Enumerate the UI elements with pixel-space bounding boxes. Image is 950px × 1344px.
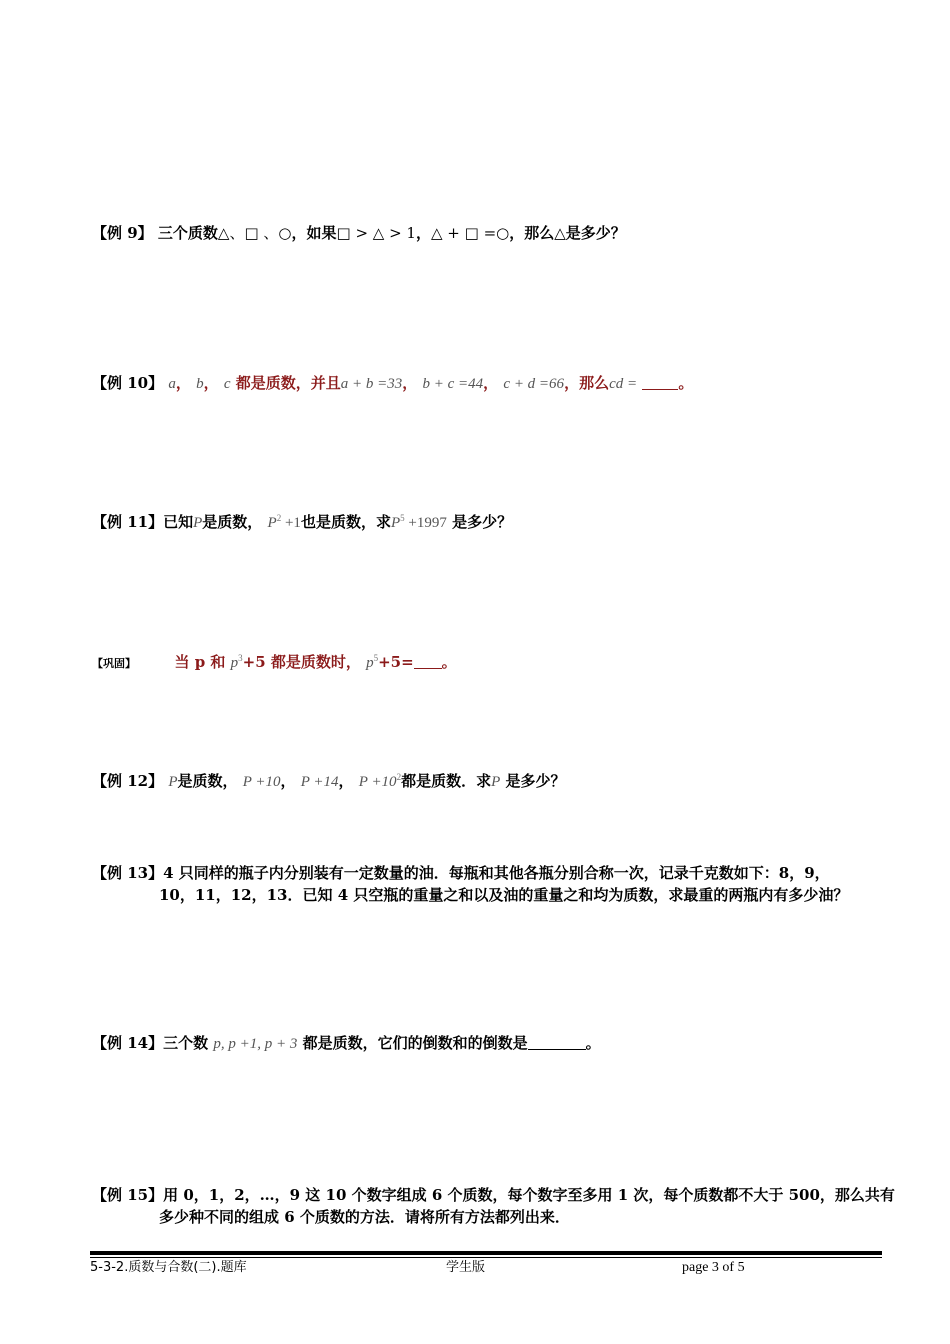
- answer-blank: [528, 1035, 586, 1050]
- expression-p3: [231, 653, 243, 671]
- punctuation: 。: [441, 653, 457, 671]
- question-10: [92, 372, 693, 395]
- question-text: 是质数，: [177, 772, 238, 790]
- question-tag: 【例 15】: [92, 1186, 164, 1204]
- question-text: 都是质数．求: [401, 772, 492, 790]
- equation-cd: c + d =66: [503, 376, 565, 392]
- question-text: +5=: [378, 653, 414, 671]
- question-text-line1: 用 0，1，2，…，9 这 10 个数字组成 6 个质数，每个数字至多用 1 次，每个质数都不大于 500，那么共有: [163, 1186, 895, 1204]
- expression-p2-plus-1: [268, 513, 301, 531]
- question-tag: 【例 10】: [92, 374, 164, 392]
- question-15: [92, 1184, 895, 1228]
- question-text-line1: 4 只同样的瓶子内分别装有一定数量的油．每瓶和其他各瓶分别合称一次，记录千克数如下：8，9，: [163, 864, 830, 882]
- math-p: P: [390, 515, 401, 531]
- question-text-line2: 10，11，12，13．已知 4 只空瓶的重量之和以及油的重量之和均为质数，求最重的两瓶内有多少油？: [159, 886, 849, 904]
- question-13: [92, 862, 848, 906]
- question-text: +5 都是质数时，: [242, 653, 361, 671]
- answer-blank: [414, 654, 442, 669]
- question-text: ，那么: [564, 374, 610, 392]
- question-text: 也是质数，求: [300, 513, 391, 531]
- expression-p-list: p, p +1, p + 3: [213, 1036, 298, 1052]
- question-text: 三个质数: [152, 224, 218, 242]
- math-p: P: [491, 774, 501, 790]
- question-text: ，如果: [291, 224, 337, 242]
- question-text: 三个数: [163, 1034, 209, 1052]
- punctuation: ，: [280, 772, 296, 790]
- punctuation: ，: [402, 374, 418, 392]
- footer-page-number: page 3 of 5: [682, 1260, 745, 1275]
- question-text-line2: 多少种不同的组成 6 个质数的方法．请将所有方法都列出来．: [159, 1208, 570, 1226]
- equation-bc: b + c =44: [422, 376, 484, 392]
- math-b: b: [196, 376, 204, 392]
- question-9: [92, 222, 626, 244]
- footer-left-text: 5-3-2.质数与合数(二).题库: [90, 1260, 247, 1275]
- question-11: [92, 507, 512, 534]
- exponent: 2: [396, 772, 402, 782]
- question-14: [92, 1032, 601, 1055]
- punctuation: ，: [338, 772, 354, 790]
- question-tag: 【例 14】: [92, 1034, 164, 1052]
- exponent: 5: [373, 653, 379, 663]
- question-text: 都是质数，并且: [230, 374, 341, 392]
- triangle-symbol: △: [554, 224, 566, 242]
- question-text: 是质数，: [202, 513, 263, 531]
- question-text: ，那么: [509, 224, 555, 242]
- question-text: 已知: [163, 513, 194, 531]
- question-tag: 【例 13】: [92, 864, 164, 882]
- expression-cd: cd =: [609, 376, 638, 392]
- question-tag: 【例 11】: [92, 513, 164, 531]
- math-p: P: [168, 774, 178, 790]
- expression-p-plus-14: P +14: [300, 774, 339, 790]
- punctuation: ，: [483, 374, 499, 392]
- punctuation: ，: [175, 374, 191, 392]
- punctuation: 。: [678, 374, 694, 392]
- equation-ab: a + b =33: [340, 376, 403, 392]
- footer-divider-thick: [90, 1251, 882, 1255]
- inequality: □ > △ > 1: [336, 224, 416, 242]
- question-tag: 【例 9】: [92, 224, 153, 242]
- math-p: p: [230, 655, 239, 671]
- math-a: a: [168, 376, 176, 392]
- exponent: 3: [238, 653, 243, 663]
- expression-p5-plus-1997: [391, 513, 447, 531]
- question-text: 是多少？: [565, 224, 626, 242]
- math-term: +1997: [404, 515, 447, 531]
- math-term: +1: [281, 515, 301, 531]
- equation: △ + □ =○: [430, 224, 510, 242]
- punctuation: 。: [585, 1034, 601, 1052]
- footer-divider-thin: [90, 1257, 882, 1258]
- exponent: 2: [276, 513, 282, 523]
- math-c: c: [223, 376, 231, 392]
- question-tag: 【例 12】: [92, 772, 164, 790]
- math-p: p: [366, 655, 374, 671]
- answer-blank: [642, 375, 678, 390]
- punctuation: ，: [203, 374, 219, 392]
- question-12: [92, 766, 566, 793]
- question-text: 都是质数，它们的倒数和的倒数是: [302, 1034, 528, 1052]
- math-p: P: [267, 515, 277, 531]
- question-text: 当 p 和: [174, 653, 231, 671]
- math-term: P +10: [358, 774, 397, 790]
- consolidation-question: [92, 647, 457, 675]
- question-text: 是多少？: [505, 772, 566, 790]
- question-text: 是多少？: [452, 513, 513, 531]
- exponent: 5: [400, 513, 405, 523]
- math-p: P: [193, 515, 203, 531]
- expression-p-plus-10-squared: [359, 772, 401, 790]
- question-tag: 【巩固】: [92, 657, 136, 670]
- punctuation: ，: [415, 224, 431, 242]
- shape-symbols: △、□ 、○: [217, 224, 292, 242]
- footer-center-text: 学生版: [446, 1260, 486, 1275]
- expression-p5: [366, 653, 378, 671]
- expression-p-plus-10: P +10: [242, 774, 281, 790]
